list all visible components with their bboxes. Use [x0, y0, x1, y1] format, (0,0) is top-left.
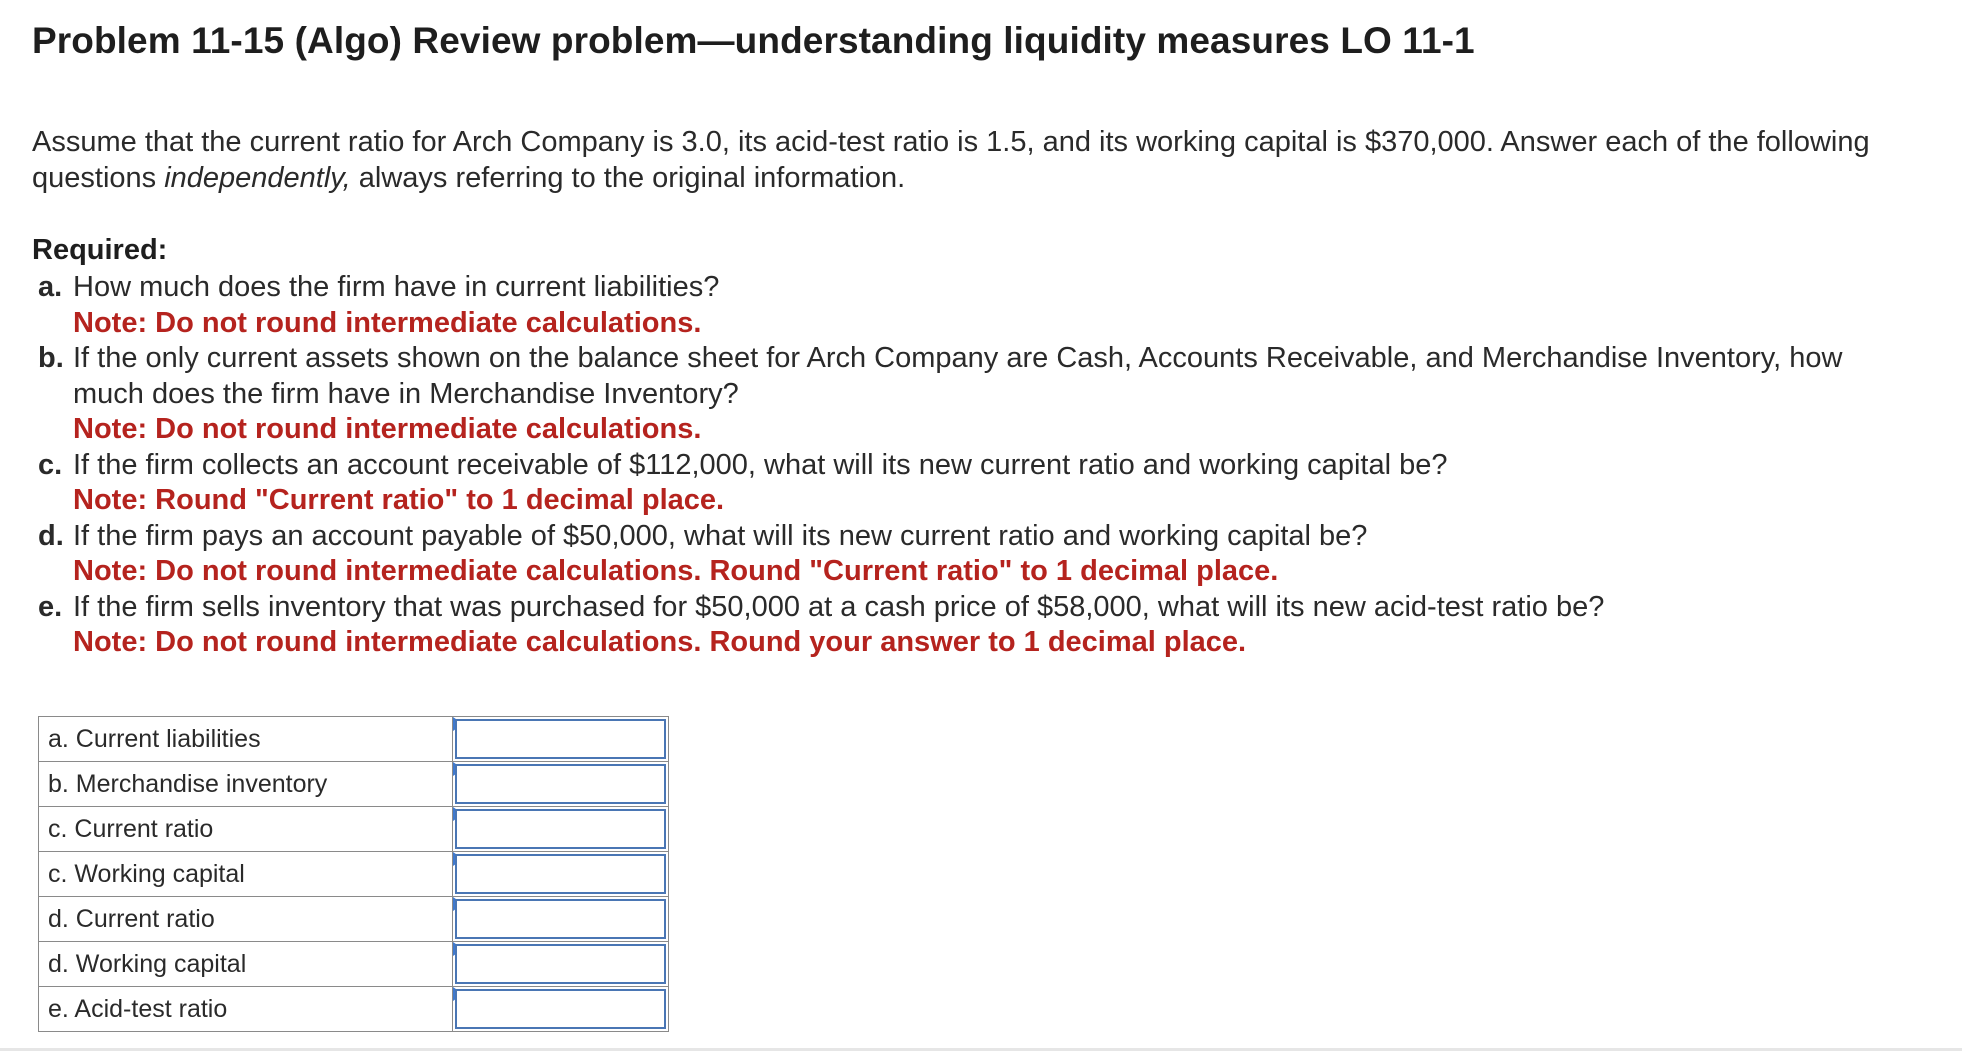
- requirement-letter: d.: [38, 519, 64, 552]
- table-row: [39, 717, 669, 762]
- answer-cell: [453, 852, 669, 897]
- requirement-text: If the firm collects an account receivable of $112,000, what will its new current ratio and working capital be?: [73, 448, 1448, 481]
- table-row: [39, 987, 669, 1032]
- row-label: c. Current ratio: [39, 807, 453, 852]
- d-current-ratio-input[interactable]: [457, 901, 664, 937]
- intro-text-end: always referring to the original information.: [350, 162, 906, 194]
- row-label: e. Acid-test ratio: [39, 987, 453, 1032]
- requirement-e: [38, 590, 1918, 626]
- requirement-text: If the only current assets shown on the balance sheet for Arch Company are Cash, Accounts Receivable, and Merchandise Inventory, how much does the firm have in Merchandise Inventory?: [73, 342, 1843, 410]
- row-label: c. Working capital: [39, 852, 453, 897]
- answer-table: [38, 716, 669, 1032]
- requirement-a: [38, 270, 1918, 306]
- answer-input-box: [455, 764, 666, 804]
- requirement-note: Note: Round "Current ratio" to 1 decimal place.: [73, 484, 725, 516]
- requirement-letter: c.: [38, 448, 63, 481]
- answer-input-box: [455, 899, 666, 939]
- row-label: d. Working capital: [39, 942, 453, 987]
- page-title: Problem 11-15 (Algo) Review problem—understanding liquidity measures LO 11-1: [32, 20, 1475, 61]
- answer-input-box: [455, 944, 666, 984]
- e-acid-test-ratio-input[interactable]: [457, 991, 664, 1027]
- requirement-text: How much does the firm have in current liabilities?: [73, 271, 720, 303]
- answer-input-box: [455, 809, 666, 849]
- bottom-divider: [0, 1048, 1962, 1051]
- requirement-b: [38, 341, 1918, 412]
- row-label: b. Merchandise inventory: [39, 762, 453, 807]
- intro-emphasis: independently,: [164, 162, 351, 194]
- answer-cell: [453, 897, 669, 942]
- answer-cell: [453, 987, 669, 1032]
- table-row: [39, 852, 669, 897]
- c-current-ratio-input[interactable]: [457, 811, 664, 847]
- answer-input-box: [455, 854, 666, 894]
- requirement-letter: a.: [38, 271, 63, 303]
- requirement-note: Note: Do not round intermediate calculations. Round your answer to 1 decimal place.: [73, 626, 1247, 658]
- requirement-note: Note: Do not round intermediate calculations.: [73, 306, 702, 339]
- answer-cell: [453, 717, 669, 762]
- problem-intro: [32, 124, 1932, 196]
- requirement-text: If the firm pays an account payable of $50,000, what will its new current ratio and working capital be?: [73, 519, 1368, 552]
- answer-cell: [453, 942, 669, 987]
- requirements-list: [38, 270, 1918, 661]
- requirement-text: If the firm sells inventory that was purchased for $50,000 at a cash price of $58,000, what will its new acid-test ratio be?: [73, 590, 1605, 623]
- requirement-c: [38, 448, 1918, 484]
- answer-input-box: [455, 989, 666, 1029]
- answer-cell: [453, 762, 669, 807]
- required-heading: Required:: [32, 234, 168, 266]
- requirement-note: Note: Do not round intermediate calculations.: [73, 413, 702, 445]
- row-label: d. Current ratio: [39, 897, 453, 942]
- table-row: [39, 807, 669, 852]
- intro-text-start: Assume that the current ratio for Arch Company is 3.0, its acid-test ratio is 1.5, and its working capital is $370,000. Answer each of the following questions: [32, 126, 1870, 194]
- table-row: [39, 942, 669, 987]
- d-working-capital-input[interactable]: [457, 946, 664, 982]
- answer-cell: [453, 807, 669, 852]
- requirement-letter: b.: [38, 342, 64, 374]
- current-liabilities-input[interactable]: [457, 721, 664, 757]
- row-label: a. Current liabilities: [39, 717, 453, 762]
- requirement-note: Note: Do not round intermediate calculations. Round "Current ratio" to 1 decimal place.: [73, 555, 1279, 587]
- c-working-capital-input[interactable]: [457, 856, 664, 892]
- table-row: [39, 897, 669, 942]
- merchandise-inventory-input[interactable]: [457, 766, 664, 802]
- answer-input-box: [455, 719, 666, 759]
- table-row: [39, 762, 669, 807]
- requirement-d: [38, 519, 1918, 555]
- requirement-letter: e.: [38, 590, 63, 623]
